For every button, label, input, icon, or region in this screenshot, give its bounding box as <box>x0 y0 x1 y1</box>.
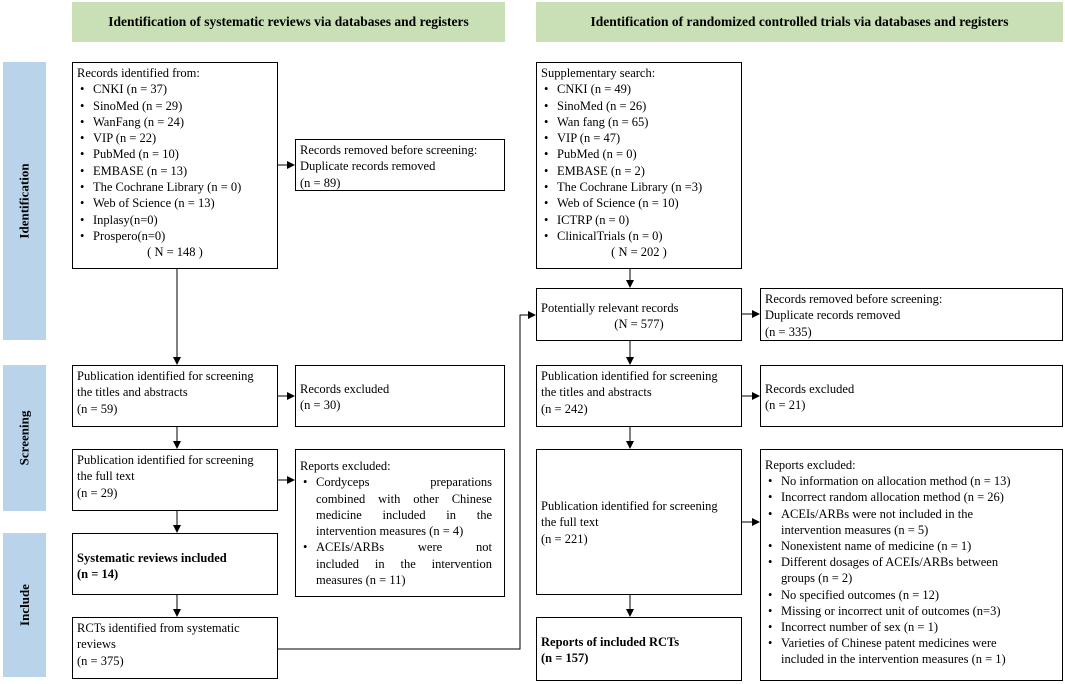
sr-included-label: Systematic reviews included <box>77 551 227 565</box>
arrow-rcts-to-potential <box>278 315 535 649</box>
rct-excluded-line1: Records excluded <box>765 382 855 396</box>
rct-potential-label: Potentially relevant records <box>541 301 679 315</box>
sr-database-item: • Inplasy(n=0) <box>77 212 273 228</box>
rct-exclusion-reason: • Incorrect number of sex (n = 1) <box>765 619 1058 635</box>
rct-database-item: • Web of Science (n = 10) <box>541 195 737 211</box>
sr-excluded-count: (n = 30) <box>300 398 341 413</box>
sr-screen-titles-count: (n = 59) <box>77 401 118 416</box>
header-systematic-reviews: Identification of systematic reviews via databases and registers <box>72 2 505 42</box>
phase-include-label: Include <box>16 584 32 626</box>
sr-exclusion-reason-1-line: combined with other Chinese <box>316 491 492 506</box>
rct-screen-full-line2: the full text <box>541 515 599 530</box>
rct-database-item: • VIP (n = 47) <box>541 130 737 146</box>
sr-screen-titles-line2: the titles and abstracts <box>77 385 188 400</box>
sr-reports-excluded-title: Reports excluded: <box>300 459 391 473</box>
sr-database-item: • WanFang (n = 24) <box>77 114 273 130</box>
header-rcts: Identification of randomized controlled trials via databases and registers <box>536 2 1063 42</box>
sr-screen-full-count: (n = 29) <box>77 485 118 500</box>
sr-exclusion-reason-2-line: • ACEIs/ARBs were not <box>316 540 492 555</box>
phase-screening-label: Screening <box>16 410 32 466</box>
rct-exclusion-reason: • No information on allocation method (n = 13) <box>765 473 1058 489</box>
rct-exclusion-reason: • Missing or incorrect unit of outcomes (n=3) <box>765 603 1058 619</box>
rct-exclusion-reason-line: • ACEIs/ARBs were not included in the <box>781 506 973 521</box>
rct-included-count: (n = 157) <box>541 651 589 666</box>
sr-excluded-line1: Records excluded <box>300 382 390 396</box>
sr-database-item: • CNKI (n = 37) <box>77 81 273 97</box>
sr-screen-titles-line1: Publication identified for screening <box>77 369 254 383</box>
rct-exclusion-reason: • Incorrect random allocation method (n = 26) <box>765 489 1058 505</box>
rct-screen-titles-line2: the titles and abstracts <box>541 385 652 400</box>
rct-exclusion-reason-line: intervention measures (n = 5) <box>781 522 929 537</box>
rct-screen-full-line1: Publication identified for screening <box>541 499 718 513</box>
rct-database-item: • PubMed (n = 0) <box>541 146 737 162</box>
rct-potential-count: (N = 577) <box>614 317 664 332</box>
rct-supplementary-total: ( N = 202 ) <box>611 245 667 260</box>
rct-screen-full-count: (n = 221) <box>541 531 588 546</box>
sr-exclusion-reason-1-line: • Cordyceps preparations <box>316 475 492 490</box>
rct-database-item: • CNKI (n = 49) <box>541 81 737 97</box>
rct-screen-titles-line1: Publication identified for screening <box>541 369 718 383</box>
sr-database-item: • Web of Science (n = 13) <box>77 195 273 211</box>
rct-excluded-count: (n = 21) <box>765 398 806 413</box>
sr-records-title: Records identified from: <box>77 66 200 80</box>
phase-identification-label: Identification <box>16 163 32 239</box>
rcts-from-sr-line1: RCTs identified from systematic <box>77 621 240 635</box>
rct-removed-line1: Records removed before screening: <box>765 292 943 306</box>
sr-exclusion-reason-2-line: measures (n = 11) <box>316 573 406 588</box>
rct-database-item: • ICTRP (n = 0) <box>541 212 737 228</box>
sr-included-count: (n = 14) <box>77 567 119 582</box>
rct-removed-count: (n = 335) <box>765 324 812 339</box>
sr-removed-line1: Records removed before screening: <box>300 143 478 157</box>
sr-removed-line2: Duplicate records removed <box>300 159 436 174</box>
rct-exclusion-reason-line: included in the intervention measures (n = 1) <box>781 652 1006 667</box>
sr-database-item: • SinoMed (n = 29) <box>77 98 273 114</box>
sr-database-item: • The Cochrane Library (n = 0) <box>77 179 273 195</box>
rct-reports-excluded-title: Reports excluded: <box>765 458 856 472</box>
rct-included-label: Reports of included RCTs <box>541 635 680 649</box>
rct-exclusion-reason-line: groups (n = 2) <box>781 571 853 586</box>
rcts-from-sr-line2: reviews <box>77 637 116 652</box>
sr-screen-full-line1: Publication identified for screening <box>77 453 254 467</box>
sr-records-total: ( N = 148 ) <box>147 245 203 260</box>
sr-exclusion-reason-1-line: medicine included in the <box>316 507 492 522</box>
rct-database-item: • SinoMed (n = 26) <box>541 98 737 114</box>
rct-database-item: • Wan fang (n = 65) <box>541 114 737 130</box>
rct-exclusion-reason-line: • Different dosages of ACEIs/ARBs between <box>781 555 999 570</box>
rct-exclusion-reason: • Nonexistent name of medicine (n = 1) <box>765 538 1058 554</box>
sr-database-item: • EMBASE (n = 13) <box>77 163 273 179</box>
sr-removed-count: (n = 89) <box>300 175 341 190</box>
sr-exclusion-reason-1-line: intervention measures (n = 4) <box>316 524 464 539</box>
sr-exclusion-reason-2-line: included in the intervention <box>316 556 492 571</box>
rct-database-item: • EMBASE (n = 2) <box>541 163 737 179</box>
sr-database-item: • PubMed (n = 10) <box>77 146 273 162</box>
rct-removed-line2: Duplicate records removed <box>765 308 901 323</box>
rct-supplementary-title: Supplementary search: <box>541 66 656 80</box>
rct-screen-titles-count: (n = 242) <box>541 401 588 416</box>
rct-database-item: • The Cochrane Library (n =3) <box>541 179 737 195</box>
rcts-from-sr-count: (n = 375) <box>77 653 124 668</box>
rct-exclusion-reason-line: • Varieties of Chinese patent medicines were <box>781 636 997 651</box>
rct-database-item: • ClinicalTrials (n = 0) <box>541 228 737 244</box>
sr-screen-full-line2: the full text <box>77 469 135 484</box>
sr-database-item: • Prospero(n=0) <box>77 228 273 244</box>
rct-exclusion-reason: • No specified outcomes (n = 12) <box>765 587 1058 603</box>
sr-database-item: • VIP (n = 22) <box>77 130 273 146</box>
